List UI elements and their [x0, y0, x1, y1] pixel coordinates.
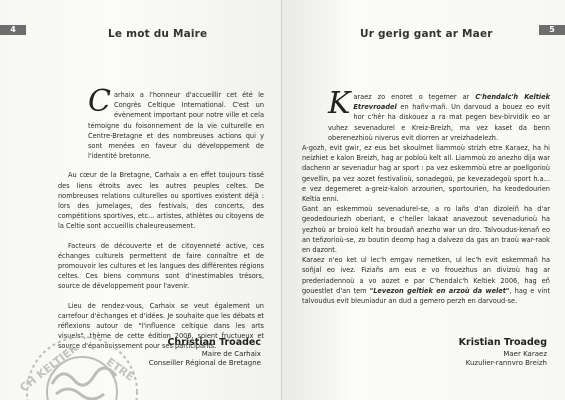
svg-text:ETRE: ETRE — [103, 355, 137, 384]
left-page — [0, 0, 282, 400]
right-signature — [459, 338, 547, 369]
right-signature-role-2: Kuzulier-rannvro Breizh — [465, 359, 547, 367]
right-body-text — [302, 86, 550, 306]
page-number-right: 5 — [539, 25, 565, 35]
right-page — [282, 0, 565, 400]
celtic-congress-logo — [12, 312, 152, 400]
left-paragraph-1: Carhaix a l'honneur d'accueillir cet été le Congrès Celtique International. C'est un évènement important pour notre ville et cela témoigne du foisonnement de la vie culturelle en Centre-Bretagne et des nombreuses actions qui y sont menées en faveur du développement de l'identité bretonne. — [88, 84, 264, 161]
left-signature-role-1: Maire de Carhaix — [201, 349, 261, 358]
left-signature-name: Christian Troadec — [167, 337, 261, 348]
left-signature-role-2: Conseiller Régional de Bretagne — [148, 359, 261, 367]
right-dropcap: K — [328, 86, 351, 121]
page-number-left: 4 — [0, 25, 26, 35]
left-page-title: Le mot du Maire — [108, 28, 208, 40]
left-paragraph-2: Au cœur de la Bretagne, Carhaix a en effet toujours tissé des liens étroits avec les autres peuples celtes. De nombreuses relations culturelles ou sportives existent déjà : lors des jumelages, des festivals, des concerts, des compétitions sportives, etc... artistes, athlètes ou citoyens de la Celtie sont accueillis chaleureusement. — [58, 171, 264, 231]
right-signature-role-1: Maer Karaez — [503, 349, 547, 358]
left-signature — [149, 338, 261, 369]
left-paragraph-3: Facteurs de découverte et de citoyenneté active, ces échanges culturels permettent de faire connaître et de promouvoir les cultures et les langues des différentes régions celtes. Ces biens communs sont d'inestimables trésors, source de développement pour l'avenir. — [58, 241, 264, 291]
left-paragraph-4: Lieu de rendez-vous, Carhaix se veut également un carrefour d'échanges et d'idées. Je souhaite que les débats et réflexions autour de "l'influence celtique dans les arts visuels", thème de cette édition 2006, soient fructueux et source d'épanouissement pour ses participants. — [58, 301, 264, 351]
left-dropcap: C — [88, 84, 111, 119]
right-paragraph-3: Gant an eskemmoù sevenadurel-se, a ro lañs d'an dizoleiñ ha d'ar geodedouriezh oberiant, e c'heller lakaat anavezout sevenadurioù ha yezhoù ar broioù kelt ha broudañ anezho war un dro. Talvoudus-kenañ eo an teñzorioù-se, zo boutin deomp hag a dalvezo da gas an traoù war-raok en dazont. — [302, 205, 550, 255]
right-paragraph-4: Karaez n'eo ket ul lec'h emgav nemetken, ul lec'h evit eskemmañ ha soñjal eo ivez. Fiziañs am eus e vo frouezhus an divizoù hag ar prederiadennoù a vo aozet e par C'hendalc'h Keltiek 2006, hag eñ gouestlet d'an tem "Levezon geltiek en arzoù da welet", hag e vint talvoudus evit bleuniadur an dud a gemero perzh en darvoud-se. — [302, 256, 550, 306]
right-signature-name: Kristian Troadeg — [458, 337, 547, 348]
right-page-title: Ur gerig gant ar Maer — [360, 28, 493, 40]
right-paragraph-1: Karaez zo enoret o tegemer ar C'hendalc'h Keltiek Etrevroadel en hañv-mañ. Un darvoud a bouez eo evit hor c'hêr ha diskouez a ra mat pegen bev-birvidik eo ar vuhez sevenadurel e Kreiz-Breizh, ma vez kaset da benn oberenezhioù niverus evit diorren ar vreizhadelezh. — [328, 86, 550, 142]
right-paragraph-2: A-gozh, evit gwir, ez eus bet skoulmet liammoù strizh etre Karaez, ha hi neizhiet e kalon Breizh, hag ar pobloù kelt all. Liammoù zo anezho dija war dachenn ar sevenadur hag ar sport : pa vez eskemmoù etre ar poellgorioù gevellin, pa vez aozet festivalioù, sonadegoù, pe kevezadegoù sport h.a... e vez degemeret a-greiz-kalon arzourien, sportourien, ha keodedourien Keltia enni. — [302, 144, 550, 204]
svg-text:CH KELTIEK: CH KELTIEK — [17, 341, 81, 395]
